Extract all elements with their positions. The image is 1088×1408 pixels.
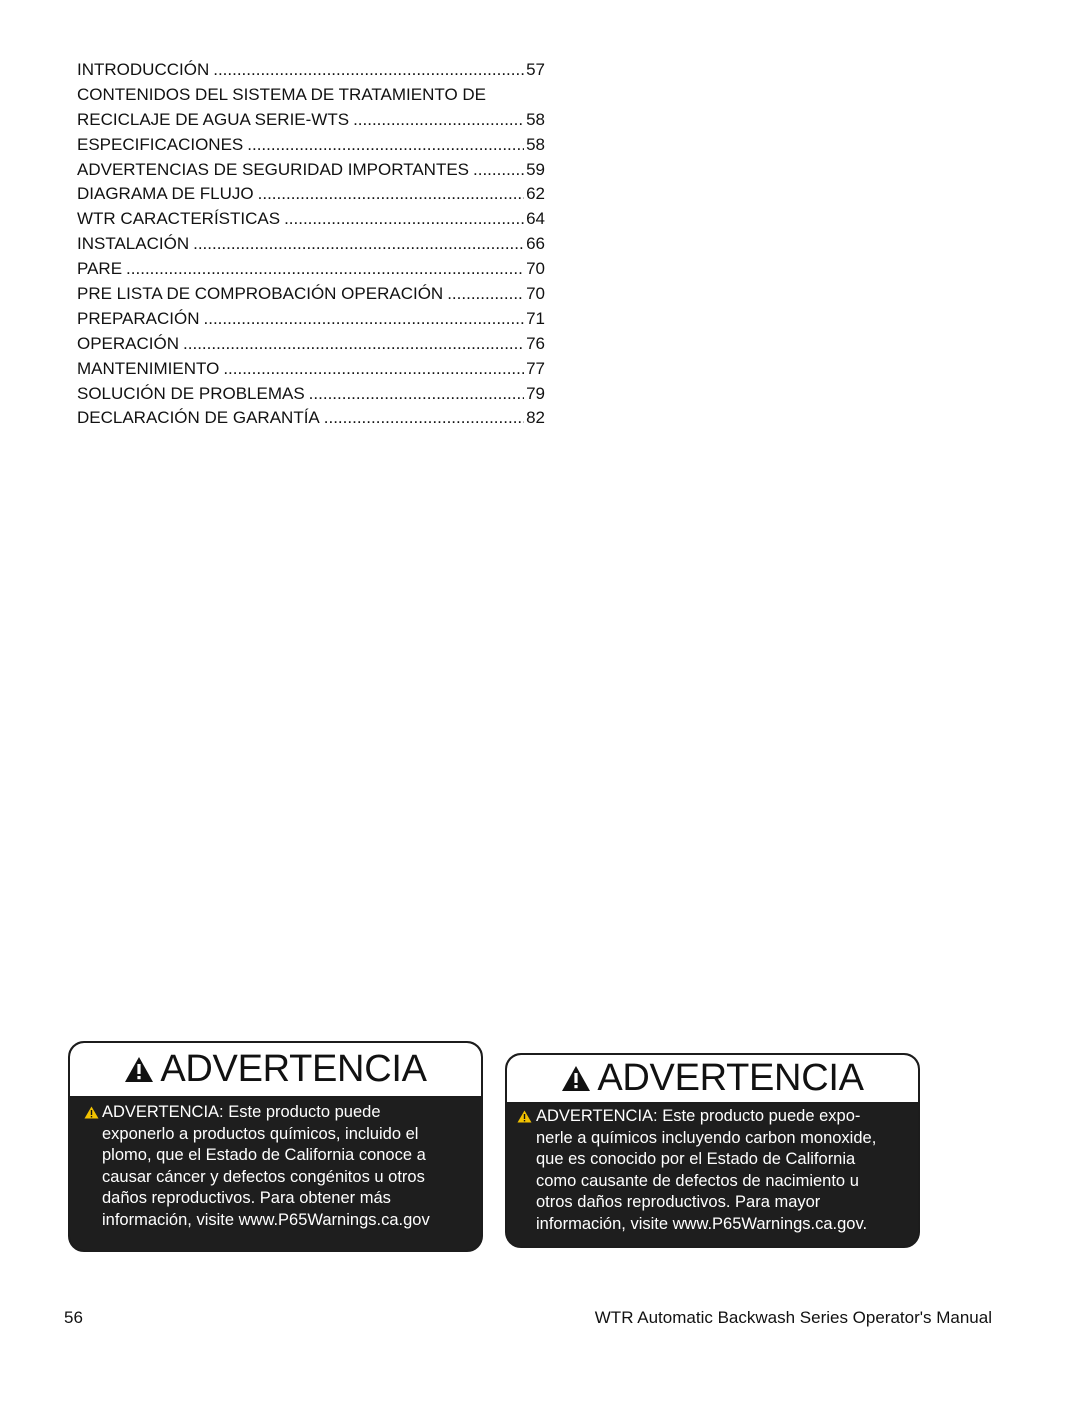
toc-entry-caracteristicas[interactable] [77, 207, 545, 232]
warning-header [70, 1043, 481, 1098]
toc-leader-dots [126, 257, 524, 282]
toc-entry-page: 62 [526, 184, 545, 204]
toc-entry-page: 82 [526, 408, 545, 428]
toc-leader-dots [193, 232, 524, 257]
toc-entry-page: 77 [526, 358, 545, 378]
toc-entry-pare[interactable] [77, 257, 545, 282]
toc-entry-title: PARE [77, 259, 123, 279]
toc-entry-title: RECICLAJE DE AGUA SERIE-WTS [77, 109, 350, 129]
warning-body [507, 1104, 918, 1235]
toc-leader-dots [447, 282, 524, 307]
toc-entry-page: 58 [526, 109, 545, 129]
toc-entry-mantenimiento[interactable] [77, 357, 545, 382]
toc-entry-page: 79 [526, 383, 545, 403]
toc-leader-dots [204, 307, 525, 332]
manual-title: WTR Automatic Backwash Series Operator's Manual [594, 1308, 992, 1327]
toc-entry-title: CONTENIDOS DEL SISTEMA DE TRATAMIENTO DE [77, 84, 487, 104]
toc-entry-title: ADVERTENCIAS DE SEGURIDAD IMPORTANTES [77, 159, 470, 179]
toc-entry-title: MANTENIMIENTO [77, 358, 220, 378]
warning-text-line: plomo, que el Estado de California conoce a [102, 1146, 426, 1164]
toc-entry-title: PRE LISTA DE COMPROBACIÓN OPERACIÓN [77, 284, 444, 304]
warning-text-line: exponerlo a productos químicos, incluido el [102, 1124, 419, 1143]
toc-entry-page: 58 [526, 134, 545, 154]
toc-leader-dots [247, 133, 524, 158]
warning-text-line: como causante de defectos de nacimiento u [536, 1171, 859, 1190]
toc-leader-dots [223, 357, 524, 382]
toc-entry-title: PREPARACIÓN [77, 308, 200, 328]
toc-entry-page: 76 [526, 333, 545, 353]
toc-leader-dots [324, 406, 524, 431]
toc-entry-page: 59 [526, 159, 545, 179]
toc-entry-title: DIAGRAMA DE FLUJO [77, 184, 254, 204]
toc-entry-title: WTR CARACTERÍSTICAS [77, 209, 281, 229]
toc-entry-page: 64 [526, 209, 545, 229]
toc-entry-page: 66 [526, 234, 545, 254]
toc-leader-dots [183, 332, 524, 357]
toc-leader-dots [284, 207, 524, 232]
toc-entry-pre-lista[interactable] [77, 282, 545, 307]
toc-entry-page: 70 [526, 284, 545, 304]
warning-text-line: ADVERTENCIA: Este producto puede [102, 1103, 381, 1121]
toc-entry-title: SOLUCIÓN DE PROBLEMAS [77, 383, 305, 403]
toc-leader-dots [309, 382, 524, 407]
warning-text-line: nerle a químicos incluyendo carbon monoxide, [536, 1128, 877, 1147]
warning-text-line: que es conocido por el Estado de California [536, 1150, 856, 1168]
toc-entry-title: DECLARACIÓN DE GARANTÍA [77, 408, 320, 428]
toc-entry-page: 71 [526, 308, 545, 328]
toc-entry-title: INTRODUCCIÓN [77, 60, 210, 79]
page-number: 56 [64, 1308, 83, 1327]
toc-leader-dots [258, 182, 524, 207]
toc-entry-advertencias[interactable] [77, 158, 545, 183]
toc-entry-title: ESPECIFICACIONES [77, 134, 244, 154]
warning-link-line[interactable]: información, visite www.P65Warnings.ca.gov [102, 1210, 430, 1229]
toc-entry-title: INSTALACIÓN [77, 234, 190, 254]
prop65-warning-box-carbon-monoxide [505, 1053, 920, 1248]
toc-entry-page: 57 [526, 60, 545, 79]
warning-text-line: causar cáncer y defectos congénitos u otros [102, 1167, 425, 1186]
warning-heading: ADVERTENCIA [597, 1057, 864, 1099]
toc-entry-contenidos-line1[interactable] [77, 83, 545, 108]
warning-triangle-icon [517, 1110, 532, 1123]
warning-text-line: ADVERTENCIA: Este producto puede expo- [536, 1107, 861, 1125]
table-of-contents [77, 58, 545, 431]
warning-body [70, 1098, 481, 1231]
warning-heading: ADVERTENCIA [160, 1048, 427, 1090]
prop65-warning-box-lead [68, 1041, 483, 1252]
toc-entry-page: 70 [526, 259, 545, 279]
warning-header [507, 1055, 918, 1104]
warning-text-line: daños reproductivos. Para obtener más [102, 1189, 391, 1207]
toc-leader-dots [213, 58, 524, 83]
warning-link-line[interactable]: información, visite www.P65Warnings.ca.gov. [536, 1214, 868, 1233]
toc-entry-reciclaje[interactable] [77, 108, 545, 133]
toc-entry-operacion[interactable] [77, 332, 545, 357]
toc-entry-introduccion[interactable] [77, 58, 545, 83]
toc-entry-especificaciones[interactable] [77, 133, 545, 158]
toc-entry-preparacion[interactable] [77, 307, 545, 332]
toc-leader-dots [353, 108, 524, 133]
warning-triangle-icon [561, 1065, 591, 1092]
toc-leader-dots [473, 158, 524, 183]
toc-entry-instalacion[interactable] [77, 232, 545, 257]
warning-triangle-icon [84, 1106, 99, 1119]
toc-entry-garantia[interactable] [77, 406, 545, 431]
warning-triangle-icon [124, 1056, 154, 1083]
toc-entry-title: OPERACIÓN [77, 333, 180, 353]
toc-entry-diagrama[interactable] [77, 182, 545, 207]
toc-entry-solucion[interactable] [77, 382, 545, 407]
warning-text-line: otros daños reproductivos. Para mayor [536, 1193, 821, 1211]
